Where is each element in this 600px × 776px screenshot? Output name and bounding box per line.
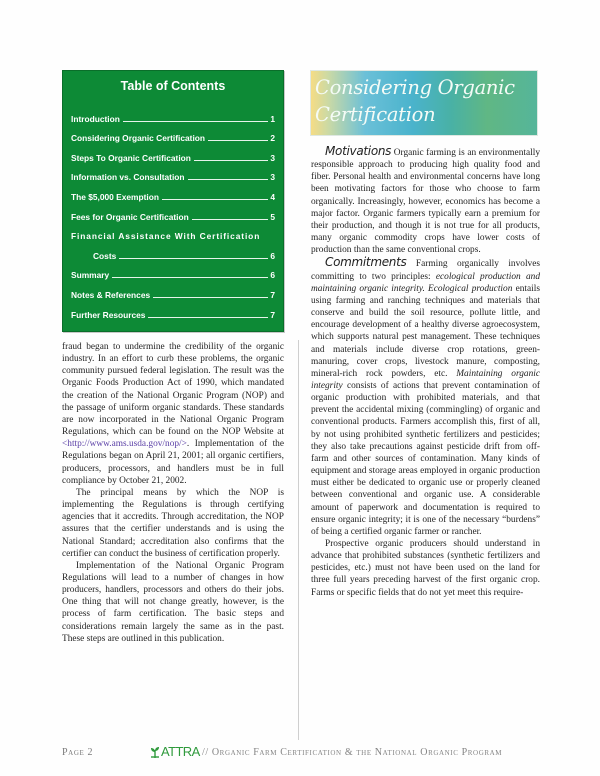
toc-item-label: Fees for Organic Certification (71, 211, 189, 222)
toc-item-label: Introduction (71, 113, 120, 124)
page-number: Page 2 (62, 747, 94, 758)
toc-item-page: 7 (270, 309, 275, 320)
toc-item-information-vs-consultation[interactable] (71, 164, 275, 184)
toc-leader (162, 199, 268, 200)
toc-item-considering-organic-certification[interactable] (71, 125, 275, 145)
table-of-contents (62, 70, 284, 332)
toc-item-label: Financial Assistance With Certification (71, 231, 261, 242)
toc-item-page: 6 (270, 250, 275, 261)
toc-item-label: Summary (71, 270, 110, 281)
toc-leader (153, 297, 268, 298)
toc-item-page: 1 (270, 113, 275, 124)
toc-item-page: 2 (270, 133, 275, 144)
toc-item-label: Steps To Organic Certification (71, 152, 191, 163)
paragraph: Implementation of the National Organic Program Regulations will lead to a number of changes in how producers, handlers, processors and others do their jobs. One thing that will not change greatly, however, is the process of farm certification. The basic steps and considerations remain largely the same as in the past. These steps are outlined in this publication. (62, 560, 284, 644)
right-column (311, 145, 540, 599)
section-title-banner (311, 71, 537, 135)
commitments-paragraph: Commitments Farming organically involves committing to two principles: ecological production and maintaining organic integrity. Ecological production entails using farming and ranching techniques and materials that conserve and build the soil resource, pollute little, and encourage development of a healthy diverse agroecosystem, which supports natural pest management. These techniques and materials include diverse crop rotations, green-manuring, cover crops, livestock manure, composting, mineral-rich rock powders, etc. Maintaining organic integrity consists of actions that prevent contamination of organic production with prohibited materials, and that prevent the accidental mixing (commingling) of organic and conventional products. Farmers accomplish this, first of all, by not using prohibited synthetic fertilizers and pesticides; they also take precautions against pesticide drift from off-farm and other sources of contamination. Many kinds of equipment and storage areas employed in organic production must either be dedicated to organic use or properly cleaned between conventional and organic use. A considerable amount of paperwork and documentation is required to ensure organic integrity; it is one of the necessary “burdens” of being a certified organic farmer or rancher. (311, 255, 540, 537)
toc-leader (208, 140, 268, 141)
toc-item-5000-exemption[interactable] (71, 183, 275, 203)
toc-leader (188, 179, 269, 180)
toc-leader (112, 277, 268, 278)
toc-item-fees-for-organic-certification[interactable] (71, 203, 275, 223)
toc-item-page: 4 (270, 191, 275, 202)
toc-leader (192, 219, 269, 220)
toc-item-page: 3 (270, 152, 275, 163)
plant-icon (150, 745, 160, 758)
left-column (62, 341, 284, 645)
logo-text: ATTRA (161, 744, 200, 759)
toc-item-summary[interactable] (71, 262, 275, 282)
toc-item-financial-assistance-continued[interactable] (71, 242, 275, 262)
toc-title: Table of Contents (120, 79, 226, 93)
section-title-line-2: Certification (315, 103, 436, 126)
toc-item-page: 6 (270, 270, 275, 281)
toc-item-financial-assistance[interactable] (71, 223, 275, 243)
attra-logo (150, 744, 200, 759)
series-title: // Organic Farm Certification & the National Organic Program (202, 747, 503, 758)
toc-leader (194, 160, 268, 161)
paragraph: The principal means by which the NOP is implementing the Regulations is through certifying agencies that it accredits. Through accreditation, the NOP assures that the certifier understands and is using the National Standard; accreditation also confirms that the certifier can conduct the business of certification properly. (62, 487, 284, 559)
column-divider (298, 340, 299, 740)
toc-item-label: Further Resources (71, 309, 146, 320)
toc-item-page: 3 (270, 172, 275, 183)
nop-website-link[interactable]: <http://www.ams.usda.gov/nop/> (62, 439, 187, 450)
motivations-paragraph: Motivations Organic farming is an environmentally responsible approach to producing high quality food and fiber. Personal health and environmental concerns have long been motivating factors for those who choose to farm organically. Increasingly, however, economics has become a major factor. Organic farmers typically earn a premium for their production, and though it is not true for all products, many organic commodity crops have lower costs of production than the same conventional crops. (311, 144, 540, 256)
paragraph: fraud began to undermine the credibility of the organic industry. In an effort to curb these problems, the organic community pursued federal legislation. The result was the Organic Foods Production Act of 1990, which mandated the creation of the National Organic Program (NOP) and the passage of uniform organic standards. These standards are now incorporated in the National Organic Program Regulations, which can be found on the NOP Website at <http://www.ams.usda.gov/nop/>. Implementation of the Regulations began on April 21, 2001; all organic certifiers, producers, processors, and handlers must be in full compliance by October 21, 2002. (62, 342, 284, 486)
toc-item-label: Notes & References (71, 289, 151, 300)
motivations-heading: Motivations (325, 144, 392, 158)
toc-item-page: 7 (270, 289, 275, 300)
toc-item-label: Costs (93, 250, 117, 261)
toc-item-label: Considering Organic Certification (71, 133, 206, 144)
toc-item-introduction[interactable] (71, 105, 275, 125)
toc-item-notes-references[interactable] (71, 281, 275, 301)
page-footer (62, 745, 542, 761)
commitments-heading: Commitments (325, 255, 407, 270)
toc-item-label: Information vs. Consultation (71, 172, 185, 183)
toc-leader (148, 317, 268, 318)
toc-item-steps-to-organic-certification[interactable] (71, 144, 275, 164)
toc-leader (123, 121, 268, 122)
toc-item-page: 5 (270, 211, 275, 222)
toc-leader (119, 258, 268, 259)
paragraph: Prospective organic producers should understand in advance that prohibited substances (synthetic fertilizers and pesticides, etc.) must not have been used on the land for three full years preceding harvest of the first organic crop. Farms or specific fields that do not yet meet this require- (311, 539, 540, 598)
toc-item-label: The $5,000 Exemption (71, 191, 159, 202)
toc-item-further-resources[interactable] (71, 301, 275, 321)
section-title-line-1: Considering Organic (315, 76, 515, 99)
